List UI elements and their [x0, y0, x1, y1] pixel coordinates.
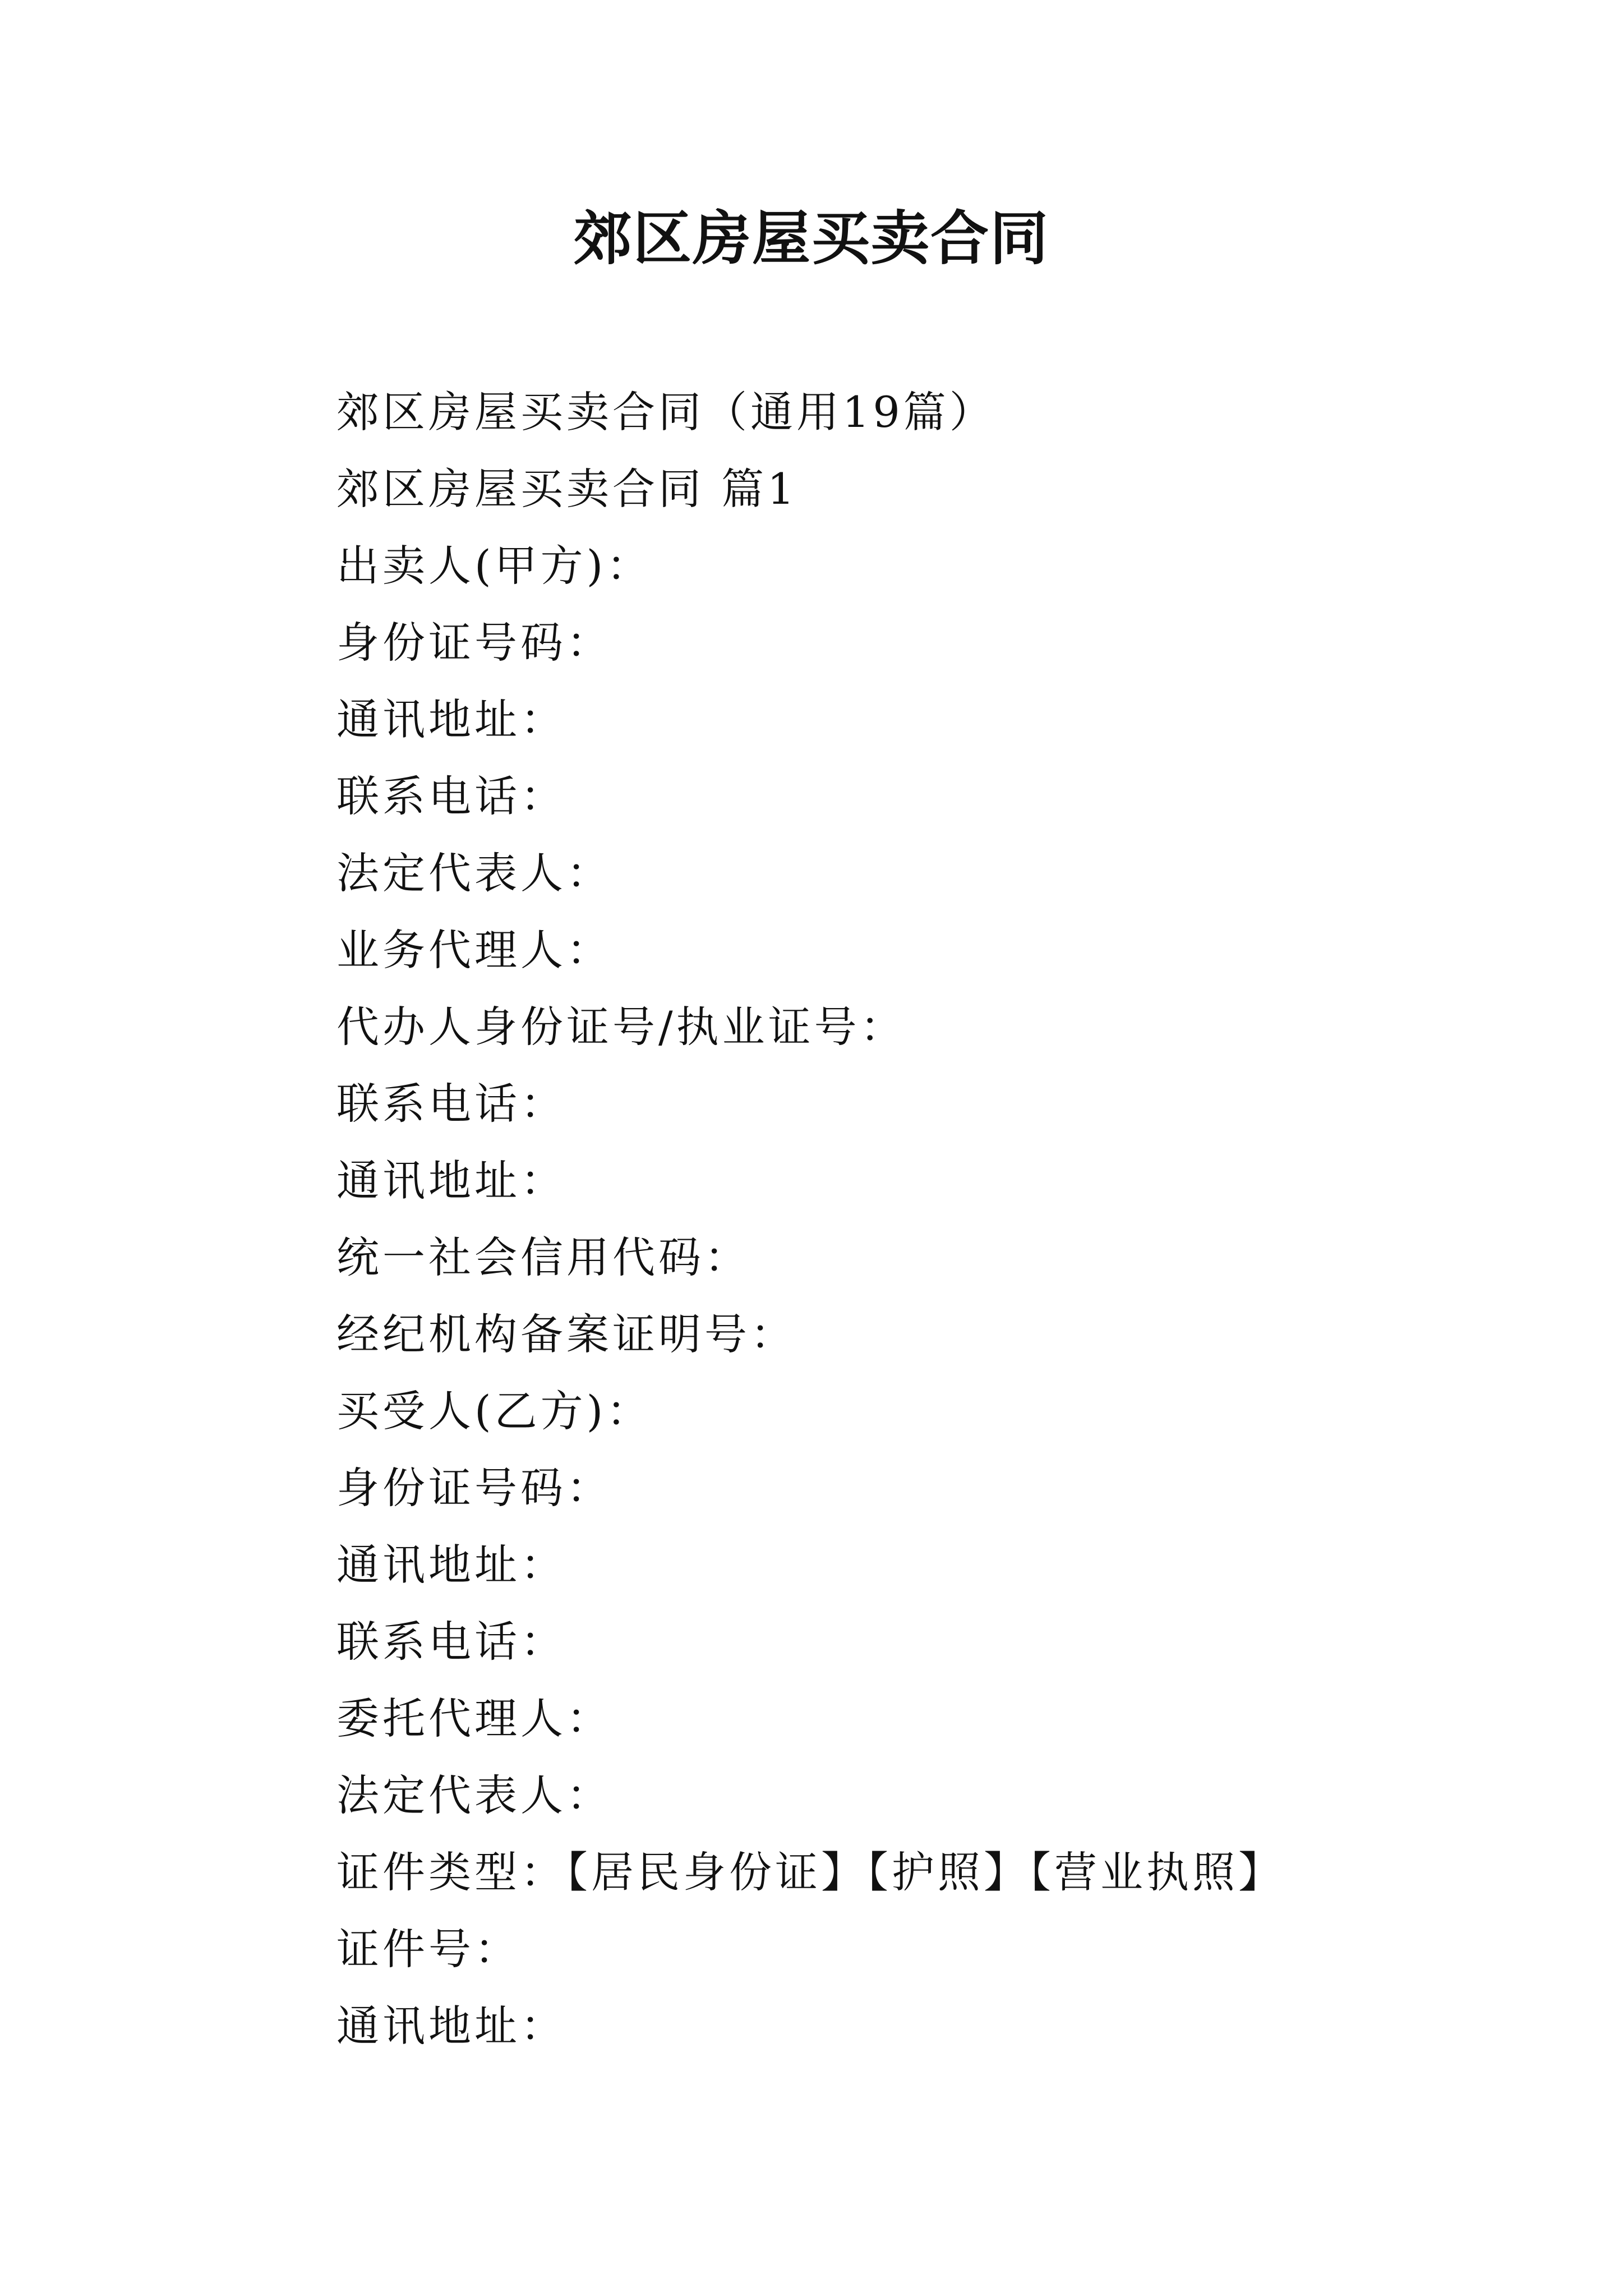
id-number-label: 证件号：	[336, 1924, 520, 1974]
buyer-address-label-2: 通讯地址：	[336, 2001, 566, 2051]
agent-address-label: 通讯地址：	[336, 1156, 566, 1205]
buyer-phone-label: 联系电话：	[336, 1617, 566, 1667]
seller-label: 出卖人(甲方)：	[336, 541, 653, 591]
business-agent-label: 业务代理人：	[336, 925, 612, 975]
section-heading: 郊区房屋买卖合同 篇1	[336, 464, 798, 514]
buyer-id-number-label: 身份证号码：	[336, 1463, 612, 1513]
document-title: 郊区房屋买卖合同	[573, 204, 1049, 273]
subtitle-line: 郊区房屋买卖合同（通用19篇）	[336, 387, 995, 437]
agent-phone-label: 联系电话：	[336, 1079, 566, 1129]
seller-phone-label: 联系电话：	[336, 771, 566, 821]
buyer-address-label: 通讯地址：	[336, 1540, 566, 1590]
seller-legal-rep-label: 法定代表人：	[336, 848, 612, 898]
buyer-label: 买受人(乙方)：	[336, 1386, 653, 1436]
id-type-label: 证件类型：【居民身份证】【护照】【营业执照】	[336, 1847, 1284, 1897]
buyer-legal-rep-label: 法定代表人：	[336, 1770, 612, 1820]
credit-code-label: 统一社会信用代码：	[336, 1232, 750, 1282]
seller-address-label: 通讯地址：	[336, 694, 566, 744]
document-body	[336, 374, 1458, 2064]
seller-id-number-label: 身份证号码：	[336, 618, 612, 668]
agent-id-license-label: 代办人身份证号/执业证号：	[336, 1002, 906, 1052]
agency-filing-number-label: 经纪机构备案证明号：	[336, 1309, 796, 1359]
buyer-proxy-label: 委托代理人：	[336, 1694, 612, 1743]
